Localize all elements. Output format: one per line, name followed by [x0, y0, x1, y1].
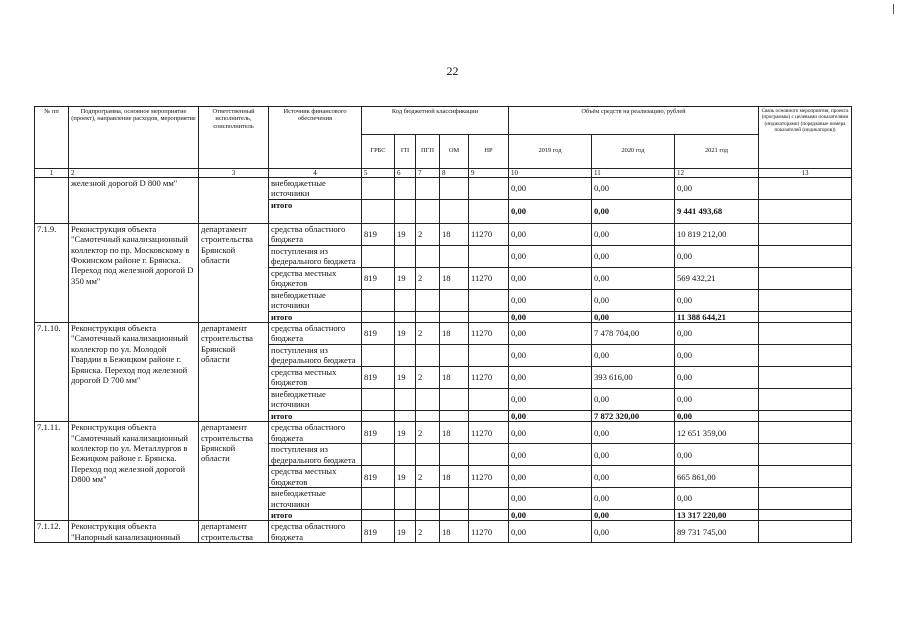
code-grbs: 819 [362, 323, 395, 345]
amount-v2020: 0,00 [592, 510, 675, 521]
code-nr [469, 389, 509, 411]
amount-v2021: 0,00 [675, 410, 759, 421]
code-grbs [362, 389, 395, 411]
code-grbs [362, 444, 395, 466]
code-om [440, 389, 469, 411]
amount-v2020: 0,00 [592, 345, 675, 367]
funding-source: поступления из федерального бюджета [269, 245, 362, 267]
amount-v2020: 0,00 [592, 199, 675, 223]
funding-source: средства местных бюджетов [269, 466, 362, 488]
responsible-cell [199, 178, 269, 224]
code-grbs [362, 289, 395, 311]
funding-source: итого [269, 510, 362, 521]
code-pgp: 2 [416, 422, 440, 444]
amount-v2020: 0,00 [592, 267, 675, 289]
indicator-link-cell [759, 289, 852, 311]
amount-v2019: 0,00 [509, 367, 592, 389]
funding-source: итого [269, 311, 362, 322]
amount-v2020: 0,00 [592, 223, 675, 245]
amount-v2019: 0,00 [509, 345, 592, 367]
funding-source: средства областного бюджета [269, 223, 362, 245]
code-grbs: 819 [362, 521, 395, 543]
funding-source: итого [269, 410, 362, 421]
code-grbs: 819 [362, 367, 395, 389]
code-gp [395, 389, 416, 411]
column-number: 6 [395, 169, 416, 178]
column-number: 10 [509, 169, 592, 178]
amount-v2021: 665 861,00 [675, 466, 759, 488]
code-cell [416, 178, 440, 200]
code-cell [395, 199, 416, 223]
code-gp [395, 245, 416, 267]
code-gp [395, 410, 416, 421]
column-number: 8 [440, 169, 469, 178]
code-nr [469, 345, 509, 367]
indicator-link-cell [759, 345, 852, 367]
amount-v2021: 0,00 [675, 345, 759, 367]
amount-v2020: 393 616,00 [592, 367, 675, 389]
indicator-link-cell [759, 267, 852, 289]
indicator-link-cell [759, 245, 852, 267]
code-om: 18 [440, 367, 469, 389]
funding-source: итого [269, 199, 362, 223]
column-number: 12 [675, 169, 759, 178]
funding-source: средства областного бюджета [269, 323, 362, 345]
indicator-link-cell [759, 444, 852, 466]
amount-v2021: 0,00 [675, 323, 759, 345]
code-pgp [416, 245, 440, 267]
amount-v2021: 569 432,21 [675, 267, 759, 289]
code-pgp [416, 410, 440, 421]
table-row [35, 422, 852, 444]
code-pgp: 2 [416, 521, 440, 543]
measure-number: 7.1.10. [35, 323, 69, 422]
code-pgp [416, 345, 440, 367]
amount-v2019: 0,00 [509, 510, 592, 521]
budget-table [34, 106, 852, 543]
code-om: 18 [440, 466, 469, 488]
amount-v2020: 0,00 [592, 245, 675, 267]
code-nr: 11270 [469, 367, 509, 389]
code-pgp [416, 444, 440, 466]
code-nr [469, 245, 509, 267]
amount-v2021: 0,00 [675, 245, 759, 267]
indicator-link-cell [759, 410, 852, 421]
code-om: 18 [440, 521, 469, 543]
amount-v2019: 0,00 [509, 289, 592, 311]
code-om [440, 410, 469, 421]
amount-v2019: 0,00 [509, 267, 592, 289]
responsible-executor: департамент строительства Брянской области [199, 323, 269, 422]
code-om: 18 [440, 223, 469, 245]
code-pgp [416, 289, 440, 311]
code-nr: 11270 [469, 521, 509, 543]
code-om [440, 289, 469, 311]
code-pgp [416, 389, 440, 411]
header-volume: Объём средств на реализацию, рублей [509, 107, 759, 135]
header-2021: 2021 год [675, 135, 759, 169]
header-pgp: ПГП [416, 135, 440, 169]
responsible-executor: департамент строительства Брянской области [199, 422, 269, 521]
code-gp [395, 444, 416, 466]
indicator-link-cell [759, 323, 852, 345]
code-om [440, 444, 469, 466]
indicator-link-cell [759, 178, 852, 200]
code-grbs: 819 [362, 267, 395, 289]
header-grbs: ГРБС [362, 135, 395, 169]
code-nr: 11270 [469, 323, 509, 345]
funding-source: внебюджетные источники [269, 178, 362, 200]
code-gp [395, 311, 416, 322]
funding-source: средства местных бюджетов [269, 267, 362, 289]
code-gp [395, 488, 416, 510]
code-gp: 19 [395, 521, 416, 543]
amount-v2020: 0,00 [592, 178, 675, 200]
code-nr [469, 311, 509, 322]
header-responsible: Ответственный исполнитель, соисполнитель [199, 107, 269, 169]
code-cell [416, 199, 440, 223]
header-budget-code: Код бюджетной классификации [362, 107, 509, 135]
funding-source: внебюджетные источники [269, 389, 362, 411]
amount-v2019: 0,00 [509, 178, 592, 200]
amount-v2019: 0,00 [509, 223, 592, 245]
funding-source: средства местных бюджетов [269, 367, 362, 389]
code-gp: 19 [395, 466, 416, 488]
header-om: ОМ [440, 135, 469, 169]
amount-v2019: 0,00 [509, 488, 592, 510]
funding-source: внебюджетные источники [269, 289, 362, 311]
responsible-executor: департамент строительства Брянской области [199, 223, 269, 322]
code-pgp: 2 [416, 267, 440, 289]
amount-v2020: 0,00 [592, 389, 675, 411]
amount-v2021: 0,00 [675, 367, 759, 389]
code-cell [440, 199, 469, 223]
code-nr: 11270 [469, 223, 509, 245]
column-number-row [35, 169, 852, 178]
amount-v2019: 0,00 [509, 521, 592, 543]
indicator-link-cell [759, 199, 852, 223]
code-om [440, 488, 469, 510]
funding-source: внебюджетные источники [269, 488, 362, 510]
amount-v2021: 0,00 [675, 178, 759, 200]
amount-v2021: 89 731 745,00 [675, 521, 759, 543]
code-om: 18 [440, 267, 469, 289]
indicator-link-cell [759, 311, 852, 322]
code-om [440, 510, 469, 521]
code-om [440, 345, 469, 367]
indicator-link-cell [759, 466, 852, 488]
amount-v2019: 0,00 [509, 466, 592, 488]
amount-v2020: 0,00 [592, 521, 675, 543]
amount-v2021: 0,00 [675, 444, 759, 466]
measure-description: Реконструкция объекта "Самотечный канализационный коллектор по ул. Молодой Гвардии в Бежицком районе г. Брянска. Переход под железной дорогой D 700 мм" [69, 323, 199, 422]
amount-v2021: 0,00 [675, 488, 759, 510]
code-grbs [362, 488, 395, 510]
amount-v2020: 0,00 [592, 422, 675, 444]
amount-v2021: 0,00 [675, 389, 759, 411]
indicator-link-cell [759, 367, 852, 389]
code-gp: 19 [395, 223, 416, 245]
amount-v2019: 0,00 [509, 444, 592, 466]
column-number: 11 [592, 169, 675, 178]
code-cell [469, 199, 509, 223]
measure-description: Реконструкция объекта "Напорный канализационный [69, 521, 199, 543]
amount-v2019: 0,00 [509, 422, 592, 444]
header-2020: 2020 год [592, 135, 675, 169]
amount-v2019: 0,00 [509, 311, 592, 322]
amount-v2021: 12 651 359,00 [675, 422, 759, 444]
code-grbs [362, 311, 395, 322]
row-num-cell [35, 178, 69, 224]
amount-v2019: 0,00 [509, 245, 592, 267]
code-grbs: 819 [362, 422, 395, 444]
header-subprogram: Подпрограмма, основное мероприятие (проект), направление расходов, мероприятие [69, 107, 199, 169]
amount-v2021: 10 819 212,00 [675, 223, 759, 245]
scan-edge-mark [893, 4, 894, 14]
code-pgp [416, 488, 440, 510]
code-om: 18 [440, 422, 469, 444]
column-number: 13 [759, 169, 852, 178]
code-nr [469, 488, 509, 510]
code-grbs: 819 [362, 466, 395, 488]
code-cell [469, 178, 509, 200]
code-pgp [416, 510, 440, 521]
measure-number: 7.1.9. [35, 223, 69, 322]
column-number: 7 [416, 169, 440, 178]
table-row [35, 323, 852, 345]
indicator-link-cell [759, 223, 852, 245]
code-cell [362, 199, 395, 223]
amount-v2019: 0,00 [509, 199, 592, 223]
code-nr: 11270 [469, 267, 509, 289]
code-pgp: 2 [416, 323, 440, 345]
code-pgp: 2 [416, 466, 440, 488]
code-grbs [362, 245, 395, 267]
header-nr: НР [469, 135, 509, 169]
amount-v2020: 0,00 [592, 289, 675, 311]
code-nr: 11270 [469, 466, 509, 488]
code-pgp: 2 [416, 367, 440, 389]
amount-v2020: 0,00 [592, 311, 675, 322]
measure-description: железной дорогой D 800 мм" [69, 178, 199, 224]
code-grbs [362, 345, 395, 367]
code-cell [362, 178, 395, 200]
code-pgp [416, 311, 440, 322]
column-number: 3 [199, 169, 269, 178]
amount-v2020: 0,00 [592, 466, 675, 488]
indicator-link-cell [759, 389, 852, 411]
column-number: 9 [469, 169, 509, 178]
code-cell [440, 178, 469, 200]
indicator-link-cell [759, 488, 852, 510]
measure-description: Реконструкция объекта "Самотечный канализационный коллектор по пр. Московскому в Фокинском районе г. Брянска. Переход под железной дорогой D 350 мм" [69, 223, 199, 322]
amount-v2020: 0,00 [592, 488, 675, 510]
column-number: 4 [269, 169, 362, 178]
code-gp [395, 510, 416, 521]
amount-v2021: 0,00 [675, 289, 759, 311]
indicator-link-cell [759, 422, 852, 444]
code-nr [469, 410, 509, 421]
code-grbs [362, 510, 395, 521]
code-nr: 11270 [469, 422, 509, 444]
measure-number: 7.1.11. [35, 422, 69, 521]
code-nr [469, 510, 509, 521]
amount-v2021: 13 317 220,00 [675, 510, 759, 521]
code-gp: 19 [395, 323, 416, 345]
page-number: 22 [446, 64, 459, 78]
amount-v2019: 0,00 [509, 389, 592, 411]
header-source: Источник финансового обеспечения [269, 107, 362, 169]
responsible-executor: департамент строительства [199, 521, 269, 543]
funding-source: поступления из федерального бюджета [269, 444, 362, 466]
header-num: № пп [35, 107, 69, 169]
table-row [35, 521, 852, 543]
funding-source: средства областного бюджета [269, 521, 362, 543]
code-gp: 19 [395, 422, 416, 444]
code-grbs [362, 410, 395, 421]
code-gp: 19 [395, 267, 416, 289]
funding-source: средства областного бюджета [269, 422, 362, 444]
indicator-link-cell [759, 510, 852, 521]
amount-v2021: 11 388 644,21 [675, 311, 759, 322]
indicator-link-cell [759, 521, 852, 543]
amount-v2020: 0,00 [592, 444, 675, 466]
column-number: 1 [35, 169, 69, 178]
code-gp [395, 289, 416, 311]
column-number: 2 [69, 169, 199, 178]
measure-description: Реконструкция объекта "Самотечный канализационный коллектор по ул. Металлургов в Бежицком районе г. Брянска. Переход под железной дорогой D800 мм" [69, 422, 199, 521]
code-grbs: 819 [362, 223, 395, 245]
code-om: 18 [440, 323, 469, 345]
code-pgp: 2 [416, 223, 440, 245]
table-row [35, 178, 852, 200]
code-om [440, 245, 469, 267]
table-row [35, 223, 852, 245]
code-om [440, 311, 469, 322]
column-number: 5 [362, 169, 395, 178]
amount-v2019: 0,00 [509, 410, 592, 421]
header-gp: ГП [395, 135, 416, 169]
code-nr [469, 289, 509, 311]
code-gp [395, 345, 416, 367]
code-nr [469, 444, 509, 466]
amount-v2021: 9 441 493,68 [675, 199, 759, 223]
header-2019: 2019 год [509, 135, 592, 169]
code-cell [395, 178, 416, 200]
funding-source: поступления из федерального бюджета [269, 345, 362, 367]
code-gp: 19 [395, 367, 416, 389]
header-link: Связь основного мероприятия, проекта (программы) с целевыми показателями (индикаторами) (порядковые номера показателей (индикаторов)) [759, 107, 852, 169]
amount-v2019: 0,00 [509, 323, 592, 345]
amount-v2020: 7 478 704,00 [592, 323, 675, 345]
amount-v2020: 7 872 320,00 [592, 410, 675, 421]
measure-number: 7.1.12. [35, 521, 69, 543]
